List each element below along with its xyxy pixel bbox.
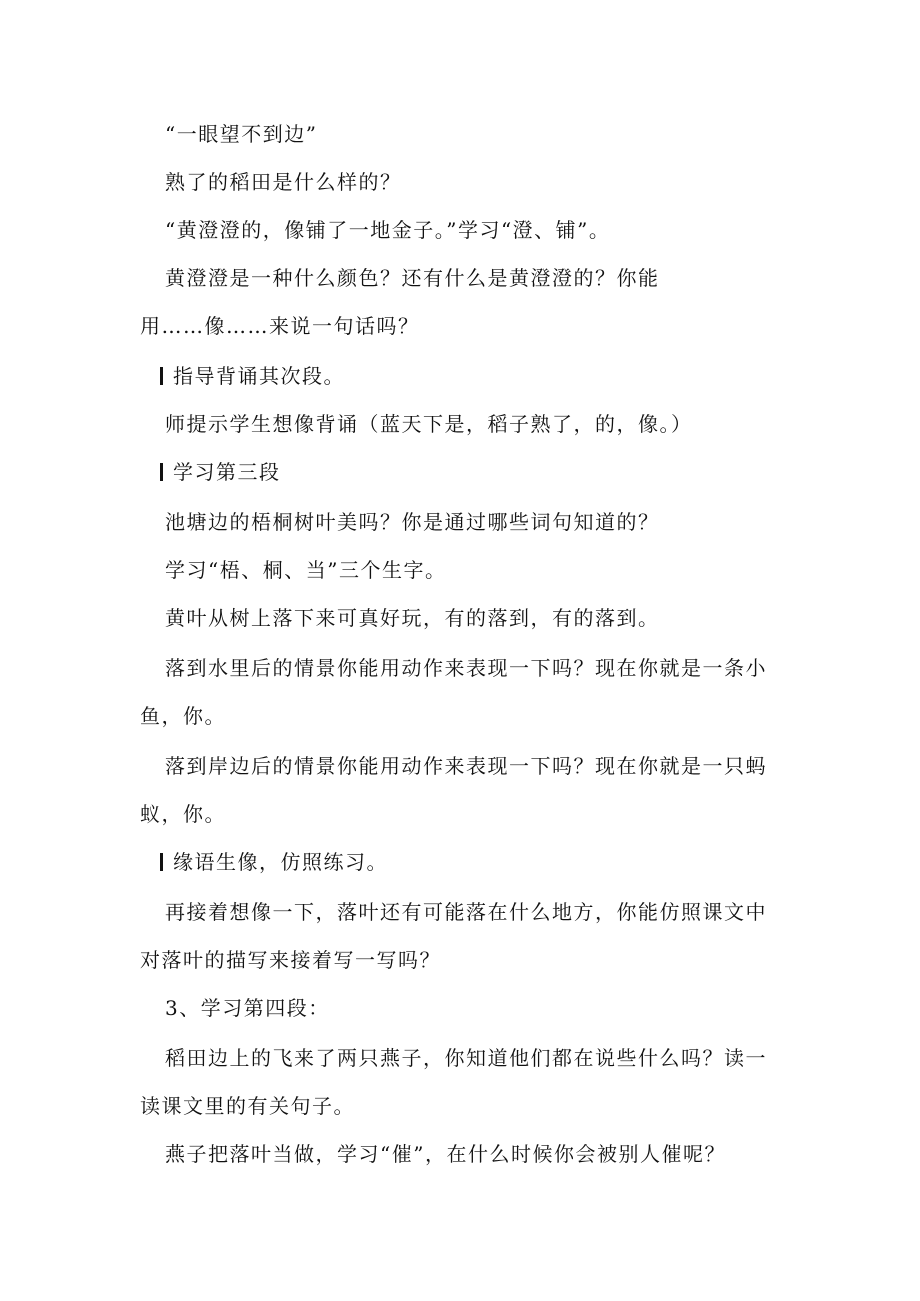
- text-line: 落到水里后的情景你能用动作来表现一下吗？现在你就是一条小: [165, 656, 767, 680]
- bullet-text: 指导背诵其次段。: [173, 364, 345, 388]
- text-line: 落到岸边后的情景你能用动作来表现一下吗？现在你就是一只蚂: [165, 754, 767, 778]
- text-line: 用……像……来说一句话吗？: [140, 314, 420, 338]
- text-line: 稻田边上的飞来了两只燕子，你知道他们都在说些什么吗？读一: [165, 1046, 767, 1070]
- text-line: 鱼，你。: [140, 704, 226, 728]
- text-line: 蚁，你。: [140, 802, 226, 826]
- text-line: 师提示学生想像背诵（蓝天下是，稻子熟了，的，像。）: [165, 412, 693, 436]
- text-line: 熟了的稻田是什么样的？: [165, 170, 402, 194]
- bullet-bar-icon: [160, 853, 163, 871]
- bullet-bar-icon: [160, 463, 163, 481]
- text-line: 池塘边的梧桐树叶美吗？你是通过哪些词句知道的？: [165, 510, 660, 534]
- text-line: 燕子把落叶当做，学习“催”，在什么时候你会被别人催呢？: [165, 1142, 726, 1166]
- bullet-text: 学习第三段: [173, 460, 281, 484]
- text-line: 学习“梧、桐、当”三个生字。: [165, 558, 447, 582]
- text-line: 3、学习第四段：: [165, 996, 330, 1020]
- bullet-line: [160, 460, 281, 484]
- text-line: “黄澄澄的，像铺了一地金子。”学习“澄、铺”。: [165, 218, 611, 242]
- text-line: 再接着想像一下，落叶还有可能落在什么地方，你能仿照课文中: [165, 900, 767, 924]
- bullet-bar-icon: [160, 367, 163, 385]
- text-line: 黄澄澄是一种什么颜色？还有什么是黄澄澄的？你能: [165, 266, 660, 290]
- bullet-text: 缘语生像，仿照练习。: [173, 850, 388, 874]
- bullet-line: [160, 850, 388, 874]
- text-line: “一眼望不到边”: [165, 122, 318, 146]
- text-line: 对落叶的描写来接着写一写吗？: [140, 948, 441, 972]
- bullet-line: [160, 364, 345, 388]
- text-line: 读课文里的有关句子。: [140, 1094, 355, 1118]
- text-line: 黄叶从树上落下来可真好玩，有的落到，有的落到。: [165, 606, 660, 630]
